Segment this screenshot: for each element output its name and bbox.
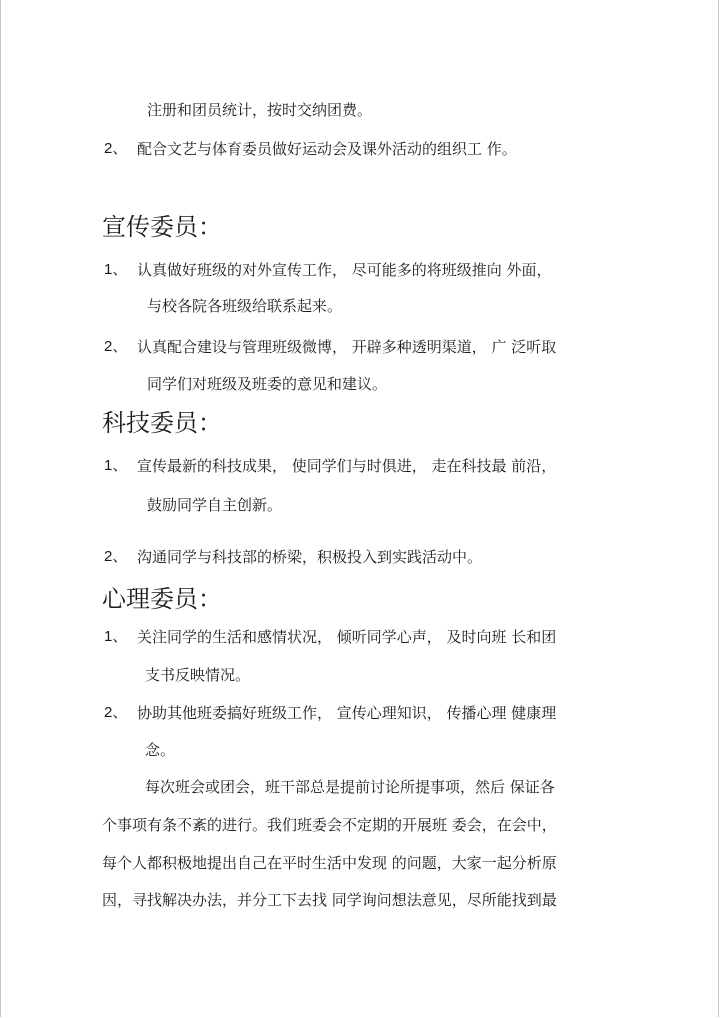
section-heading-psychology: 心理委员： — [102, 585, 222, 613]
text-line: 宣传最新的科技成果， 使同学们与时俱进， 走在科技最 前沿， — [137, 457, 557, 475]
text-line: 支书反映情况。 — [145, 666, 251, 684]
text-line: 配合文艺与体育委员做好运动会及课外活动的组织工 作。 — [137, 140, 517, 158]
text-line: 沟通同学与科技部的桥梁，积极投入到实践活动中。 — [137, 548, 483, 566]
section-heading-publicity: 宣传委员： — [102, 213, 222, 241]
item-number: 1、 — [104, 261, 128, 278]
text-line: 协助其他班委搞好班级工作， 宣传心理知识， 传播心理 健康理 — [137, 704, 557, 722]
text-line: 鼓励同学自主创新。 — [147, 496, 283, 514]
text-line: 注册和团员统计，按时交纳团费。 — [147, 101, 373, 119]
text-line: 认真配合建设与管理班级微博， 开辟多种透明渠道， 广 泛听取 — [137, 338, 557, 356]
item-number: 2、 — [104, 704, 128, 721]
item-number: 2、 — [104, 338, 128, 355]
paragraph-line: 每次班会或团会，班干部总是提前讨论所提事项，然后 保证各 — [145, 778, 555, 796]
text-line: 与校各院各班级给联系起来。 — [147, 297, 343, 315]
item-number: 1、 — [104, 628, 128, 645]
item-number: 2、 — [104, 548, 128, 565]
text-line: 关注同学的生活和感情状况， 倾听同学心声， 及时向班 长和团 — [137, 628, 557, 646]
paragraph-line: 每个人都积极地提出自己在平时生活中发现 的问题，大家一起分析原 — [102, 854, 557, 872]
text-line: 认真做好班级的对外宣传工作， 尽可能多的将班级推向 外面， — [137, 261, 552, 279]
item-number: 2、 — [104, 140, 128, 157]
text-line: 同学们对班级及班委的意见和建议。 — [147, 375, 388, 393]
paragraph-line: 个事项有条不紊的进行。我们班委会不定期的开展班 委会，在会中， — [102, 816, 557, 834]
paragraph-line: 因，寻找解决办法，并分工下去找 同学询问想法意见，尽所能找到最 — [102, 891, 557, 909]
item-number: 1、 — [104, 457, 128, 474]
section-heading-technology: 科技委员： — [102, 409, 222, 437]
text-line: 念。 — [145, 741, 176, 759]
